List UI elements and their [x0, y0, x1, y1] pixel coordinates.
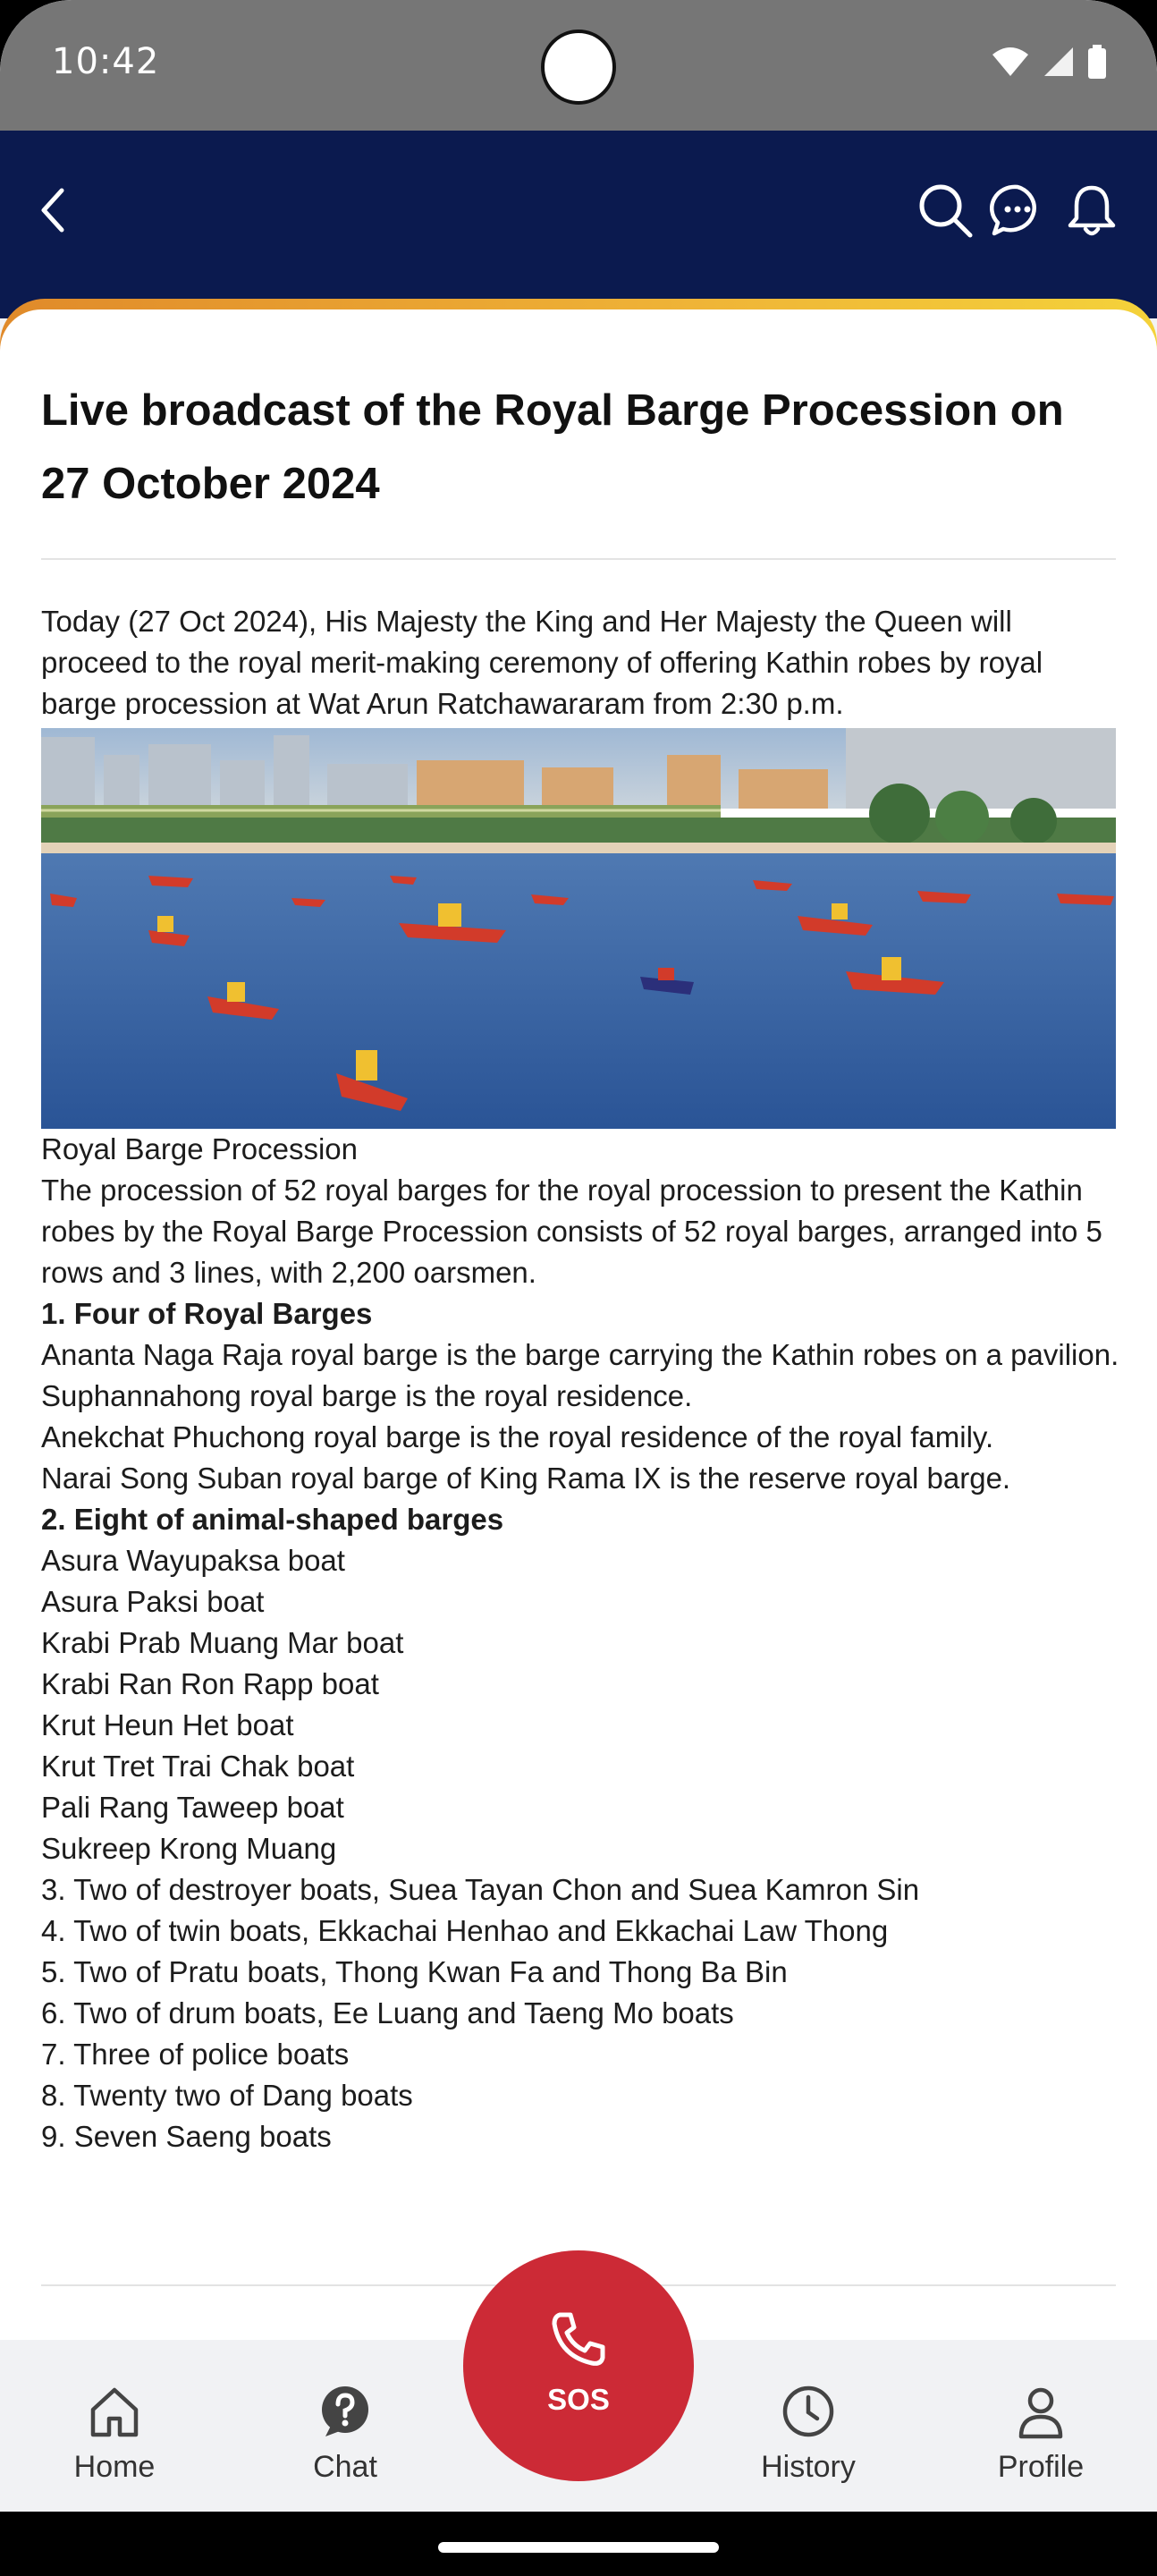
image-caption: Royal Barge Procession — [41, 1132, 359, 1165]
list-item: Sukreep Krong Muang — [41, 1832, 337, 1865]
nav-history-label: History — [761, 2450, 856, 2484]
status-time: 10:42 — [52, 41, 160, 82]
article-title: Live broadcast of the Royal Barge Procession on 27 October 2024 — [41, 386, 1064, 508]
nav-home-label: Home — [73, 2450, 156, 2484]
chevron-left-icon — [35, 185, 71, 235]
list-item: Krut Tret Trai Chak boat — [41, 1750, 355, 1783]
nav-home[interactable] — [25, 2383, 204, 2485]
list-item: 6. Two of drum boats, Ee Luang and Taeng Mo boats — [41, 1996, 734, 2029]
royal-barge-photo — [41, 728, 1116, 1129]
phone-icon — [547, 2308, 610, 2370]
status-icons — [991, 45, 1107, 79]
list-item: Ananta Naga Raja royal barge is the barge carrying the Kathin robes on a pavilion. — [41, 1338, 1119, 1371]
user-icon — [1012, 2383, 1069, 2440]
nav-profile-label: Profile — [997, 2450, 1085, 2484]
list-item: Pali Rang Taweep boat — [41, 1791, 344, 1824]
list-item: Asura Paksi boat — [41, 1585, 265, 1618]
clock-icon — [780, 2383, 837, 2440]
home-icon — [86, 2383, 143, 2440]
nav-profile[interactable] — [951, 2383, 1130, 2485]
search-button[interactable] — [914, 179, 976, 242]
chat-bubble-icon — [990, 182, 1045, 238]
list-item: 4. Two of twin boats, Ekkachai Henhao and Ekkachai Law Thong — [41, 1914, 889, 1947]
bell-icon — [1066, 182, 1118, 238]
sos-button[interactable] — [463, 2250, 694, 2481]
search-icon — [916, 182, 974, 239]
app-header — [0, 131, 1157, 318]
home-gesture-handle[interactable] — [438, 2542, 719, 2553]
help-circle-icon — [317, 2383, 374, 2440]
procession-summary: The procession of 52 royal barges for the royal procession to present the Kathin robes by the Royal Barge Procession consists of 52 royal barges, arranged into 5 rows and 3 lines, with 2,200 oarsmen. — [41, 1174, 1102, 1289]
list-item: Narai Song Suban royal barge of King Rama IX is the reserve royal barge. — [41, 1462, 1011, 1495]
wifi-icon — [991, 46, 1030, 78]
list-item: Asura Wayupaksa boat — [41, 1544, 345, 1577]
list-item: 5. Two of Pratu boats, Thong Kwan Fa and Thong Ba Bin — [41, 1955, 788, 1988]
list-item: 3. Two of destroyer boats, Suea Tayan Chon and Suea Kamron Sin — [41, 1873, 920, 1906]
title-divider — [41, 558, 1116, 560]
section-heading-royal-barges: 1. Four of Royal Barges — [41, 1297, 373, 1330]
list-item: Anekchat Phuchong royal barge is the royal residence of the royal family. — [41, 1420, 994, 1453]
article-image — [41, 728, 1116, 1129]
nav-chat[interactable] — [256, 2383, 435, 2485]
battery-icon — [1087, 45, 1107, 79]
nav-history[interactable] — [719, 2383, 898, 2485]
list-item: 9. Seven Saeng boats — [41, 2120, 332, 2153]
list-item: 7. Three of police boats — [41, 2038, 350, 2071]
status-bar — [0, 0, 1157, 131]
back-button[interactable] — [21, 179, 84, 242]
nav-chat-label: Chat — [313, 2450, 377, 2484]
section-heading-animal-barges: 2. Eight of animal-shaped barges — [41, 1503, 504, 1536]
article-content — [0, 309, 1157, 2340]
article-intro: Today (27 Oct 2024), His Majesty the King and Her Majesty the Queen will proceed to the royal merit-making ceremony of offering Kathin robes by royal barge procession at Wat Arun Ratchawararam from 2:30 p.m. — [41, 605, 1043, 720]
signal-icon — [1043, 46, 1075, 78]
list-item: Suphannahong royal barge is the royal residence. — [41, 1379, 693, 1412]
notifications-button[interactable] — [1060, 179, 1123, 242]
list-item: 8. Twenty two of Dang boats — [41, 2079, 413, 2112]
list-item: Krut Heun Het boat — [41, 1708, 294, 1741]
camera-cutout — [541, 30, 616, 105]
list-item: Krabi Ran Ron Rapp boat — [41, 1667, 379, 1700]
chat-button[interactable] — [986, 179, 1049, 242]
article-body — [41, 1129, 1123, 2157]
list-item: Krabi Prab Muang Mar boat — [41, 1626, 404, 1659]
sos-label: SOS — [547, 2383, 610, 2416]
